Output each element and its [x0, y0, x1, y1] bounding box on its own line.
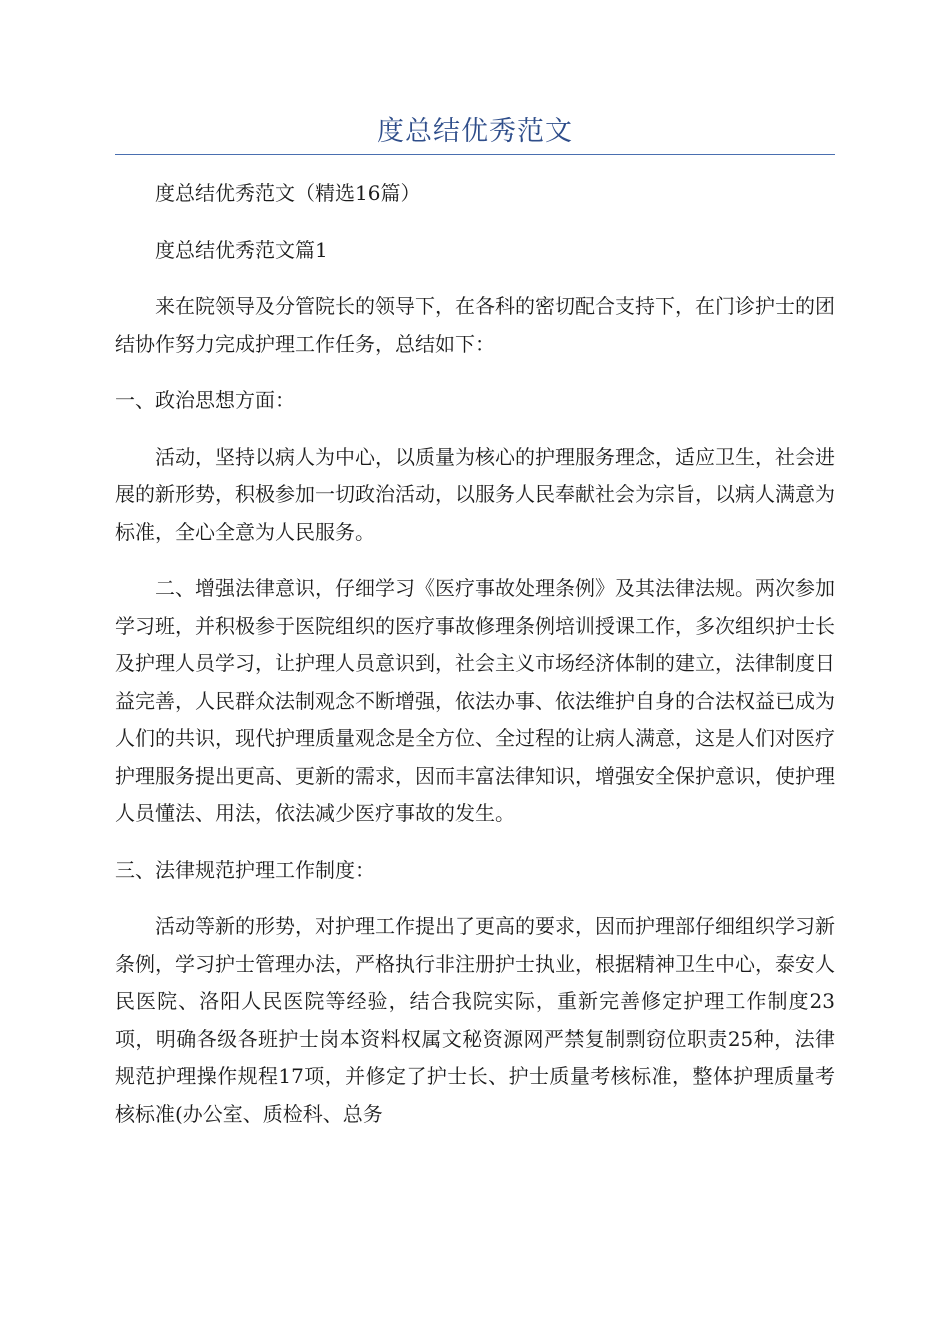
paragraph: 活动等新的形势，对护理工作提出了更高的要求，因而护理部仔细组织学习新条例，学习护士管理办法，严格执行非注册护士执业，根据精神卫生中心，泰安人民医院、洛阳人民医院等经验，结合我院实际，重新完善修定护理工作制度23项，明确各级各班护士岗本资料权属文秘资源网严禁复制剽窃位职责25种，法律规范护理操作规程17项，并修定了护士长、护士质量考核标准，整体护理质量考核标准(办公室、质检科、总务 [115, 914, 835, 1126]
title-underline [115, 154, 835, 155]
paragraph: 活动，坚持以病人为中心，以质量为核心的护理服务理念，适应卫生，社会进展的新形势，积极参加一切政治活动，以服务人民奉献社会为宗旨，以病人满意为标准，全心全意为人民服务。 [115, 444, 835, 544]
section-heading: 一、政治思想方面： [115, 388, 295, 412]
paragraph: 来在院领导及分管院长的领导下，在各科的密切配合支持下，在门诊护士的团结协作努力完成护理工作任务，总结如下： [115, 294, 835, 356]
paragraph: 度总结优秀范文（精选16篇） [155, 181, 421, 205]
paragraph: 度总结优秀范文篇1 [155, 237, 328, 262]
document-body [115, 175, 835, 1152]
section-heading: 三、法律规范护理工作制度： [115, 857, 375, 882]
document-title: 度总结优秀范文 [377, 116, 573, 147]
paragraph: 二、增强法律意识，仔细学习《医疗事故处理条例》及其法律法规。两次参加学习班，并积极参于医院组织的医疗事故修理条例培训授课工作，多次组织护士长及护理人员学习，让护理人员意识到，社会主义市场经济体制的建立，法律制度日益完善，人民群众法制观念不断增强，依法办事、依法维护自身的合法权益已成为人们的共识，现代护理质量观念是全方位、全过程的让病人满意，这是人们对医疗护理服务提出更高、更新的需求，因而丰富法律知识，增强安全保护意识，使护理人员懂法、用法，依法减少医疗事故的发生。 [115, 576, 835, 825]
